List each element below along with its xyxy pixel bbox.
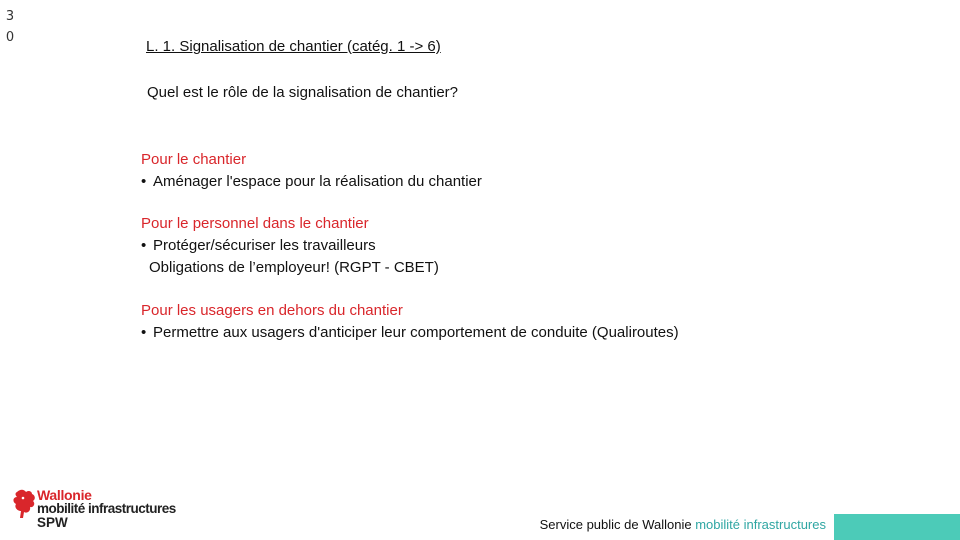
section-usagers <box>141 300 679 344</box>
slide-number <box>5 6 15 48</box>
bullet-icon: • <box>141 173 147 190</box>
wallonie-logo <box>11 488 191 532</box>
slide-title: L. 1. Signalisation de chantier (catég. 1 -> 6) <box>146 38 441 55</box>
logo-spw-text: SPW <box>37 515 68 530</box>
footer-accent-bar <box>834 514 960 540</box>
footer-text <box>540 517 826 532</box>
section-heading: Pour le personnel dans le chantier <box>141 215 369 232</box>
footer-accent-text: mobilité infrastructures <box>695 517 826 532</box>
bullet-text: Permettre aux usagers d'anticiper leur comportement de conduite (Qualiroutes) <box>153 324 679 341</box>
wallonia-rooster-icon <box>11 488 39 520</box>
bullet-line <box>141 171 482 193</box>
question-text: Quel est le rôle de la signalisation de chantier? <box>147 84 459 101</box>
bullet-line <box>141 322 679 344</box>
logo-wallonie-text: Wallonie <box>37 487 92 503</box>
section-chantier <box>141 149 482 193</box>
bullet-icon: • <box>141 324 147 341</box>
footer-service-text: Service public de Wallonie <box>539 517 692 532</box>
bullet-line <box>141 235 439 257</box>
logo-mobilite-text: mobilité infrastructures <box>37 501 176 516</box>
bullet-text: Protéger/sécuriser les travailleurs <box>153 237 376 254</box>
section-heading: Pour les usagers en dehors du chantier <box>141 302 403 319</box>
sub-text: Obligations de l’employeur! (RGPT - CBET) <box>149 259 439 276</box>
bullet-text: Aménager l'espace pour la réalisation du chantier <box>153 173 482 190</box>
slide-number-digit-1: 3 <box>5 9 15 24</box>
bullet-icon: • <box>141 237 147 254</box>
slide-number-digit-2: 0 <box>5 30 15 45</box>
section-personnel <box>141 213 439 279</box>
section-heading: Pour le chantier <box>141 151 247 168</box>
